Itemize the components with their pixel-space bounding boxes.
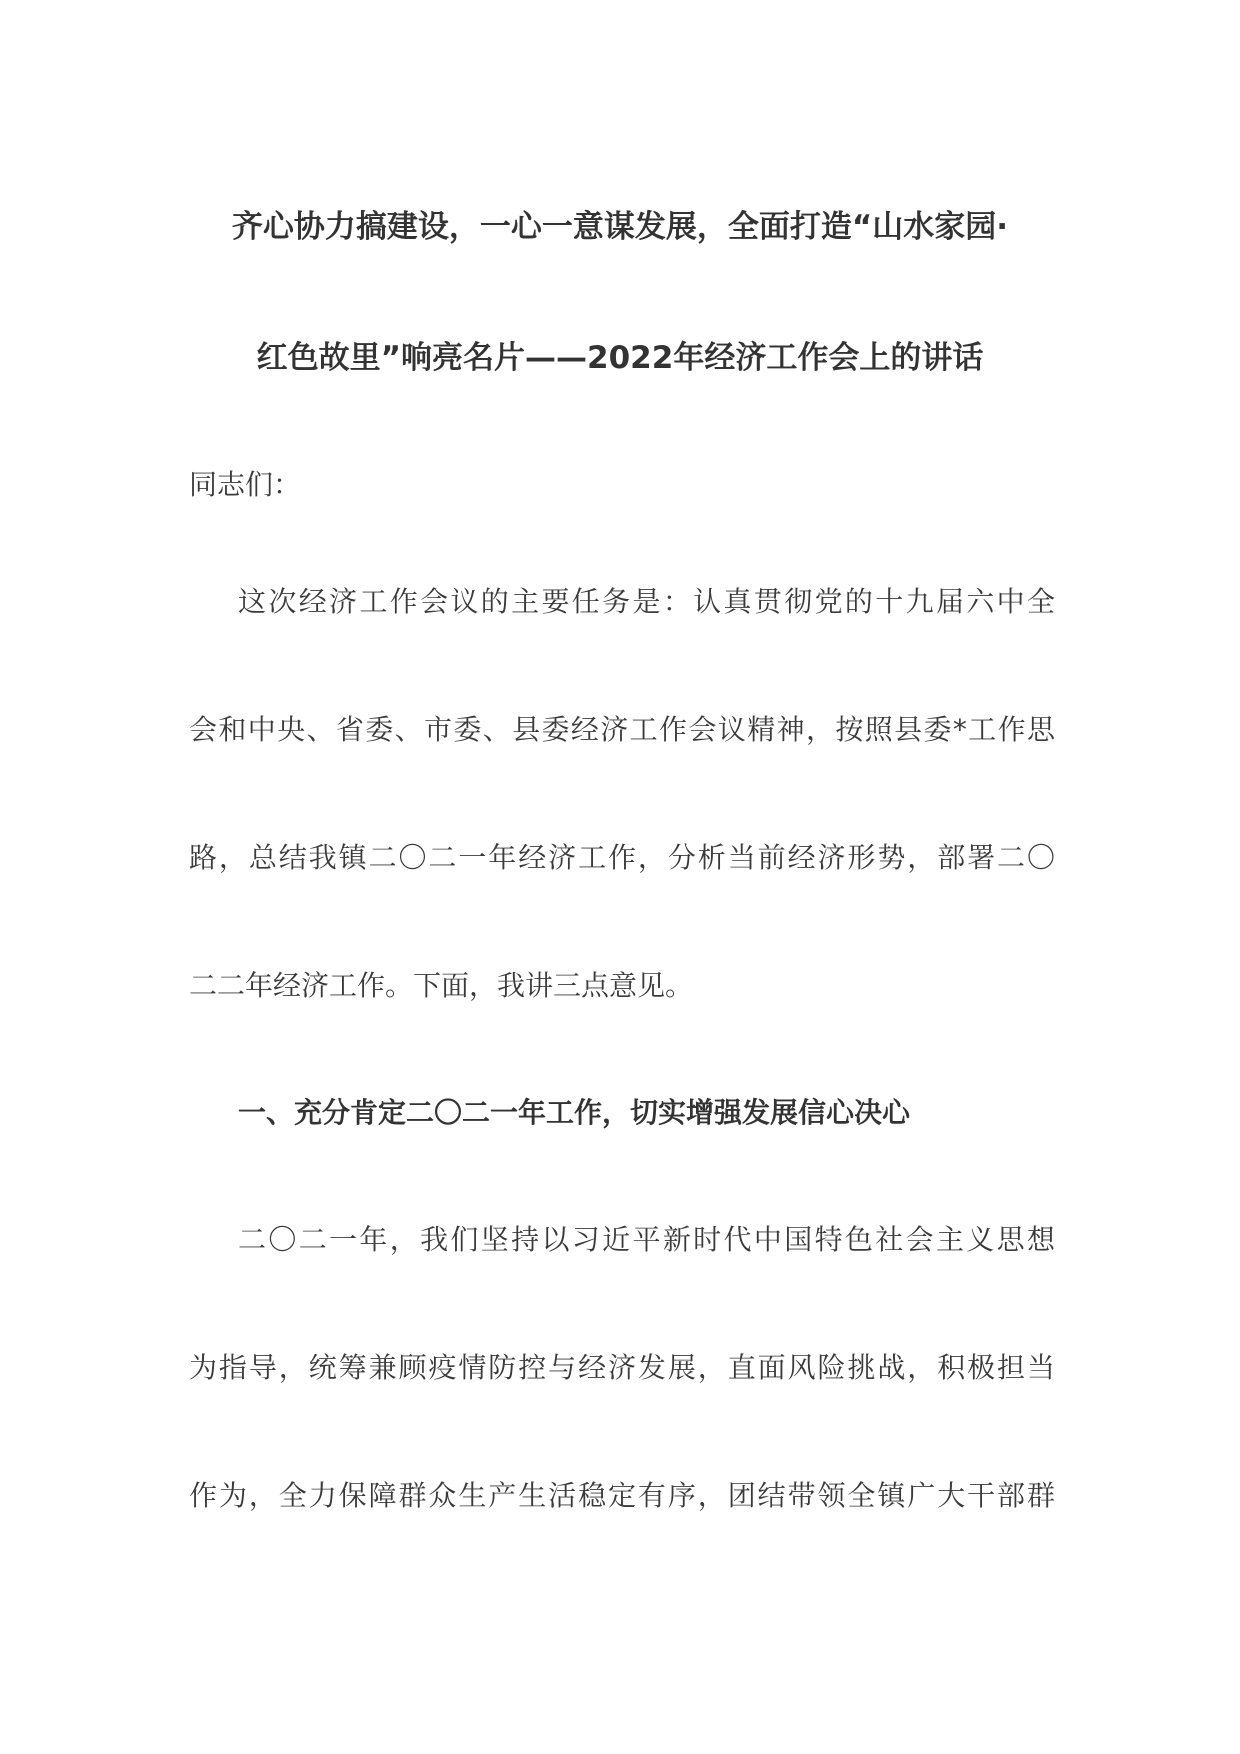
paragraph-1-line-4: 二二年经济工作。下面，我讲三点意见。 — [189, 969, 694, 1002]
salutation: 同志们： — [189, 468, 302, 501]
section-1-heading: 一、充分肯定二〇二一年工作，切实增强发展信心决心 — [238, 1096, 911, 1129]
paragraph-2-line-1: 二〇二一年，我们坚持以习近平新时代中国特色社会主义思想 — [238, 1223, 1055, 1256]
paragraph-1-line-3: 路，总结我镇二〇二一年经济工作，分析当前经济形势，部署二〇 — [189, 841, 1055, 874]
paragraph-2-line-3: 作为，全力保障群众生产生活稳定有序，团结带领全镇广大干部群 — [189, 1479, 1055, 1512]
paragraph-2-line-2: 为指导，统筹兼顾疫情防控与经济发展，直面风险挑战，积极担当 — [189, 1351, 1055, 1384]
paragraph-1-line-2: 会和中央、省委、市委、县委经济工作会议精神，按照县委*工作思 — [189, 713, 1055, 746]
paragraph-1-line-1: 这次经济工作会议的主要任务是：认真贯彻党的十九届六中全 — [238, 585, 1055, 618]
document-title-line-1: 齐心协力搞建设，一心一意谋发展，全面打造“山水家园· — [231, 209, 1009, 245]
document-title-line-2: 红色故里”响亮名片——2022年经济工作会上的讲话 — [256, 340, 984, 376]
